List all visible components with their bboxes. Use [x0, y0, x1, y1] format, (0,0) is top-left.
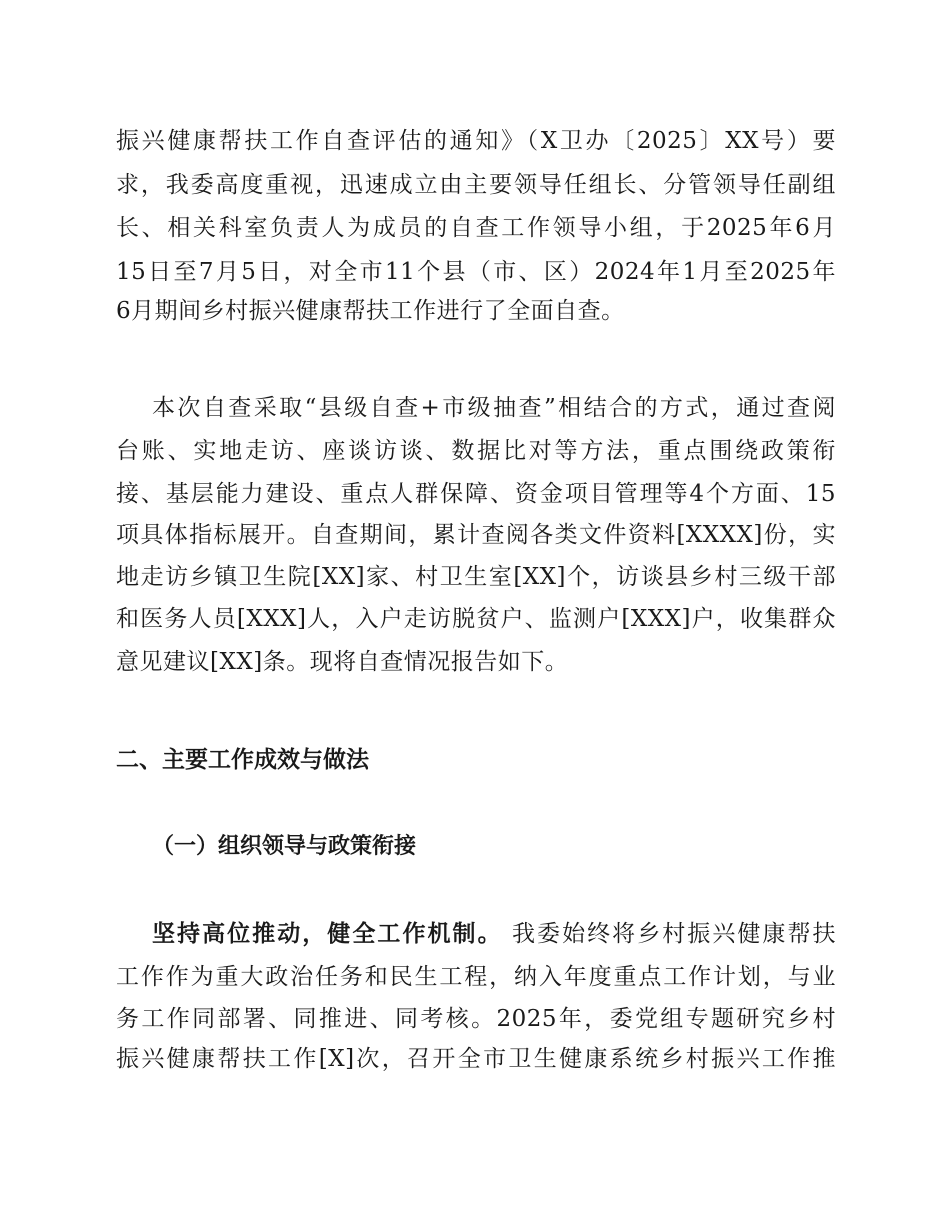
text-line: 台账、实地走访、座谈访谈、数据比对等方法，重点围绕政策衔: [116, 438, 836, 464]
text-line: 意见建议[XX]条。现将自查情况报告如下。: [116, 649, 569, 675]
text-line: 求，我委高度重视，迅速成立由主要领导任组长、分管领导任副组: [116, 172, 836, 198]
text-line: 工作作为重大政治任务和民生工程，纳入年度重点工作计划，与业: [116, 964, 836, 990]
text-line: 15日至7月5日，对全市11个县（市、区）2024年1月至2025年: [116, 259, 836, 285]
text-line: 本次自查采取“县级自查+市级抽查”相结合的方式，通过查阅: [152, 395, 836, 421]
text-line: [152, 914, 836, 954]
text-line: 和医务人员[XXX]人，入户走访脱贫户、监测户[XXX]户，收集群众: [116, 606, 836, 632]
text-line: 长、相关科室负责人为成员的自查工作领导小组，于2025年6月: [116, 215, 836, 241]
text-line: 务工作同部署、同推进、同考核。2025年，委党组专题研究乡村: [116, 1006, 836, 1032]
paragraph-text: 我委始终将乡村振兴健康帮扶: [502, 921, 836, 947]
text-line: 项具体指标展开。自查期间，累计查阅各类文件资料[XXXX]份，实: [116, 522, 836, 548]
text-line: 振兴健康帮扶工作自查评估的通知》（X卫办〔2025〕XX号）要: [116, 128, 836, 154]
text-line: 接、基层能力建设、重点人群保障、资金项目管理等4个方面、15: [116, 481, 836, 507]
text-line: 6月期间乡村振兴健康帮扶工作进行了全面自查。: [116, 298, 625, 324]
section-heading: 二、主要工作成效与做法: [116, 747, 369, 773]
subsection-heading: （一）组织领导与政策衔接: [152, 833, 417, 859]
text-line: 振兴健康帮扶工作[X]次，召开全市卫生健康系统乡村振兴工作推: [116, 1046, 836, 1072]
paragraph-lead-sentence: 坚持高位推动，健全工作机制。: [152, 921, 503, 947]
text-line: 地走访乡镇卫生院[XX]家、村卫生室[XX]个，访谈县乡村三级干部: [116, 564, 836, 590]
